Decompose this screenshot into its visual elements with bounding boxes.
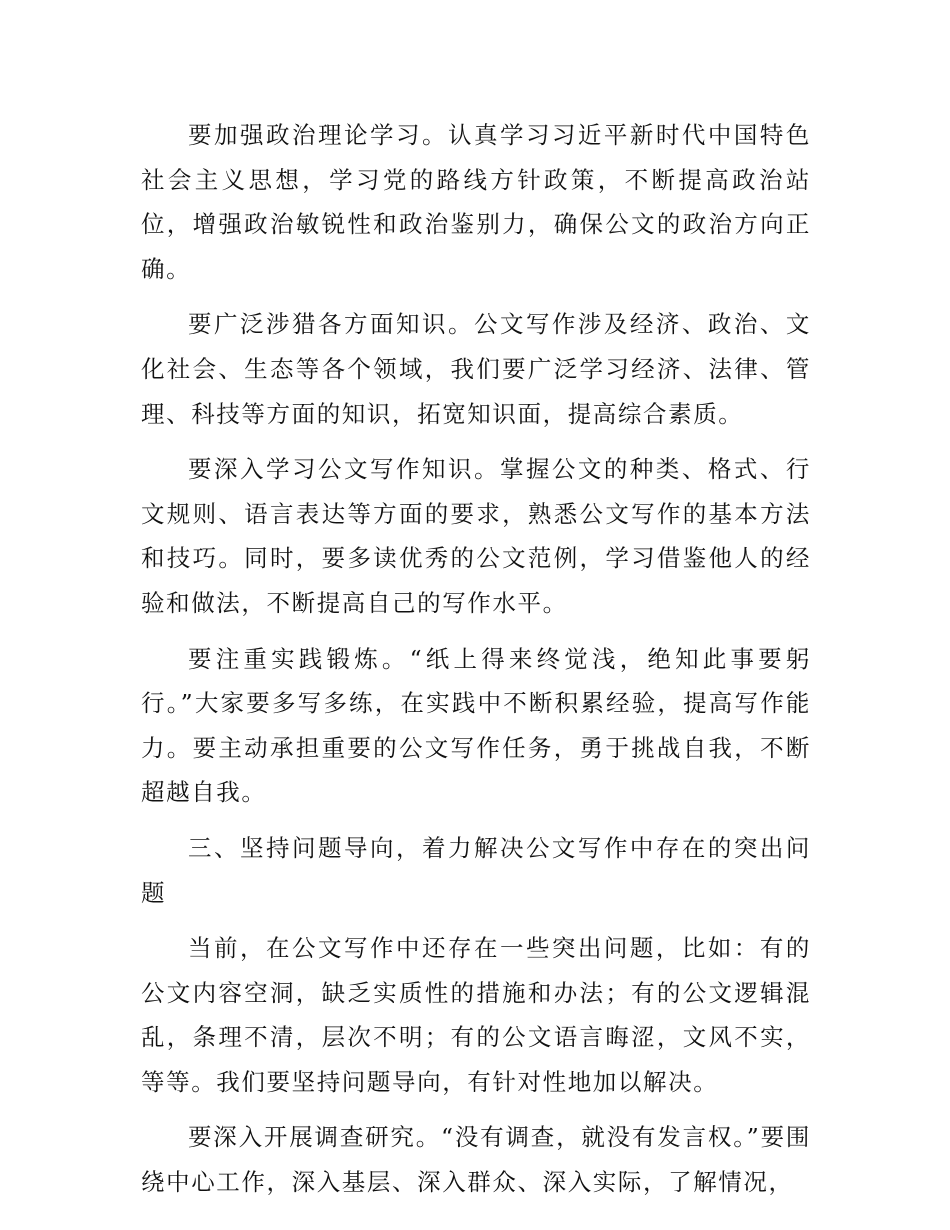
paragraph-investigation: 要深入开展调查研究。“没有调查，就没有发言权。”要围绕中心工作，深入基层、深入群众、深入实际，了解情况， xyxy=(141,1123,811,1197)
paragraph-practice: 要注重实践锻炼。“纸上得来终觉浅，绝知此事要躬行。”大家要多写多练，在实践中不断积累经验，提高写作能力。要主动承担重要的公文写作任务，勇于挑战自我，不断超越自我。 xyxy=(141,644,811,807)
document-body xyxy=(141,113,811,1216)
paragraph-political-theory: 要加强政治理论学习。认真学习习近平新时代中国特色社会主义思想，学习党的路线方针政策，不断提高政治站位，增强政治敏锐性和政治鉴别力，确保公文的政治方向正确。 xyxy=(141,121,811,283)
section-heading-problem-orientation: 三、坚持问题导向，着力解决公文写作中存在的突出问题 xyxy=(141,833,811,907)
paragraph-broad-knowledge: 要广泛涉猎各方面知识。公文写作涉及经济、政治、文化社会、生态等各个领域，我们要广泛学习经济、法律、管理、科技等方面的知识，拓宽知识面，提高综合素质。 xyxy=(141,310,811,428)
paragraph-current-problems: 当前，在公文写作中还存在一些突出问题，比如：有的公文内容空洞，缺乏实质性的措施和办法；有的公文逻辑混乱，条理不清，层次不明；有的公文语言晦涩，文风不实，等等。我们要坚持问题导向，有针对性地加以解决。 xyxy=(141,934,811,1096)
paragraph-writing-knowledge: 要深入学习公文写作知识。掌握公文的种类、格式、行文规则、语言表达等方面的要求，熟悉公文写作的基本方法和技巧。同时，要多读优秀的公文范例，学习借鉴他人的经验和做法，不断提高自己的写作水平。 xyxy=(141,455,811,617)
